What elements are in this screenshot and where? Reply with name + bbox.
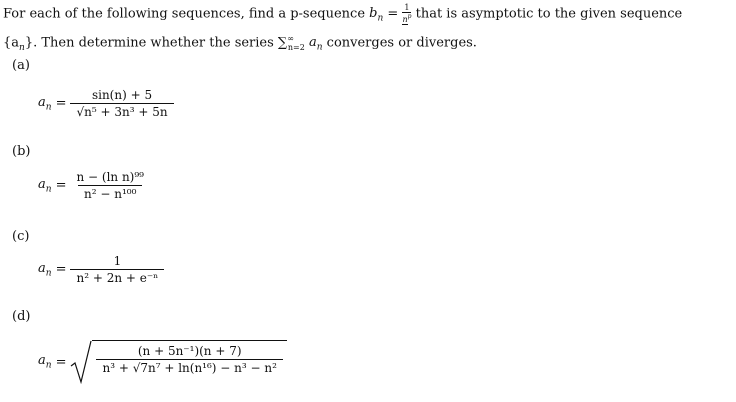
part-c-label: (c) — [12, 229, 30, 244]
sigma-symbol: ∑ — [277, 35, 288, 51]
part-d-equation: $a_n$ = $\frac{\text{(n + 5n⁻¹)(n + 7)}}{\text{n³ + √7n⁷ + ln(n¹⁶) − n³ − n²}}$ — [38, 340, 287, 384]
part-b-denominator: n² − n¹⁰⁰ — [78, 185, 142, 201]
part-d-square-root — [70, 340, 286, 384]
part-c-denominator: n² + 2n + e⁻ⁿ — [70, 269, 164, 285]
part-c-equation: $a_n$ = $\frac{1}{\text{n² + 2n + e⁻ⁿ}}$ — [38, 254, 164, 285]
part-c-numerator: 1 — [113, 254, 122, 268]
part-a-denominator: n⁵ + 3n³ + 5n — [84, 105, 168, 119]
statement-line-2: $\{a_n\}$. Then determine whether the series $\sum^\infty_{n=2}$ $a_n$ converges or diverges. — [3, 33, 477, 53]
part-d-denominator: n³ + √7n⁷ + ln(n¹⁶) − n³ − n² — [96, 359, 282, 375]
part-a-numerator: sin(n) + 5 — [91, 88, 153, 102]
part-a-equation: $a_n$ = $\frac{\sin(n) + 5}{\text{√n⁵ + 3n³ + 5n}}$ — [38, 88, 174, 119]
part-d-numerator: (n + 5n⁻¹)(n + 7) — [137, 344, 242, 358]
part-b-label: (b) — [12, 144, 31, 159]
one-over-n-p: $\frac{1}{n^p}$ — [402, 3, 412, 24]
part-d-label: (d) — [12, 309, 31, 324]
part-a-label: (a) — [12, 58, 30, 73]
radical-sign-icon — [70, 340, 92, 384]
statement-line-1: For each of the following sequences, find a p-sequence $b_n$ = $\frac{1}{n^p}$ that is asymptotic to the given sequence — [3, 3, 683, 24]
part-b-equation: $a_n$ = $\frac{\text{n − (ln n)⁹⁹}}{\text{n² − n¹⁰⁰}}$ — [38, 170, 150, 201]
part-b-numerator: n − (ln n)⁹⁹ — [76, 170, 144, 184]
problem-statement — [3, 4, 733, 58]
